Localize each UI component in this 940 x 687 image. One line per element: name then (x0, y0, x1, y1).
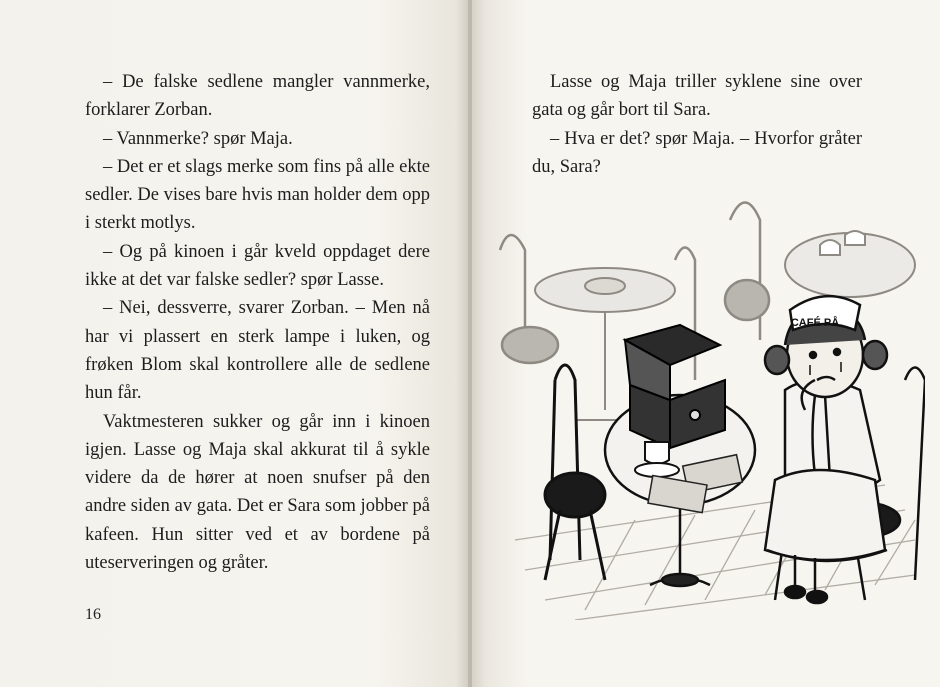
paragraph: Lasse og Maja triller syklene sine over gata og går bort til Sara. (532, 72, 862, 121)
right-text-block (532, 68, 862, 181)
sara-figure (765, 296, 925, 603)
paragraph: Vaktmesteren sukker og går inn i kinoen igjen. Lasse og Maja skal akkurat til å sykle videre da de hører at noen snufser på den andre siden av gata. Det er Sara som jobber på kafeen. Hun sitter ved et av bordene på uteserveringen og gråter. (85, 411, 430, 574)
left-text-block (85, 68, 430, 577)
paragraph: – Vannmerke? spør Maja. (103, 128, 293, 149)
paragraph: – Hva er det? spør Maja. – Hvorfor gråter du, Sara? (532, 128, 862, 177)
foreground-chair (545, 365, 605, 580)
cafe-illustration (485, 180, 925, 620)
cash-box (625, 325, 725, 448)
page-number: 16 (85, 606, 101, 623)
background-table-right (785, 231, 915, 297)
paragraph: – Det er et slags merke som fins på alle ekte sedler. De vises bare hvis man holder dem opp i sterkt motlys. (85, 156, 430, 234)
paragraph: – De falske sedlene mangler vannmerke, forklarer Zorban. (85, 72, 430, 121)
paragraph: – Og på kinoen i går kveld oppdaget dere ikke at det var falske sedler? spør Lasse. (85, 241, 430, 291)
hat-text: CAFÉ PÅ (790, 317, 840, 329)
paragraph: – Nei, dessverre, svarer Zorban. – Men nå har vi plassert en sterk lampe i luken, og frøken Blom skal kontrollere alle de sedlene hun får. (85, 298, 430, 404)
